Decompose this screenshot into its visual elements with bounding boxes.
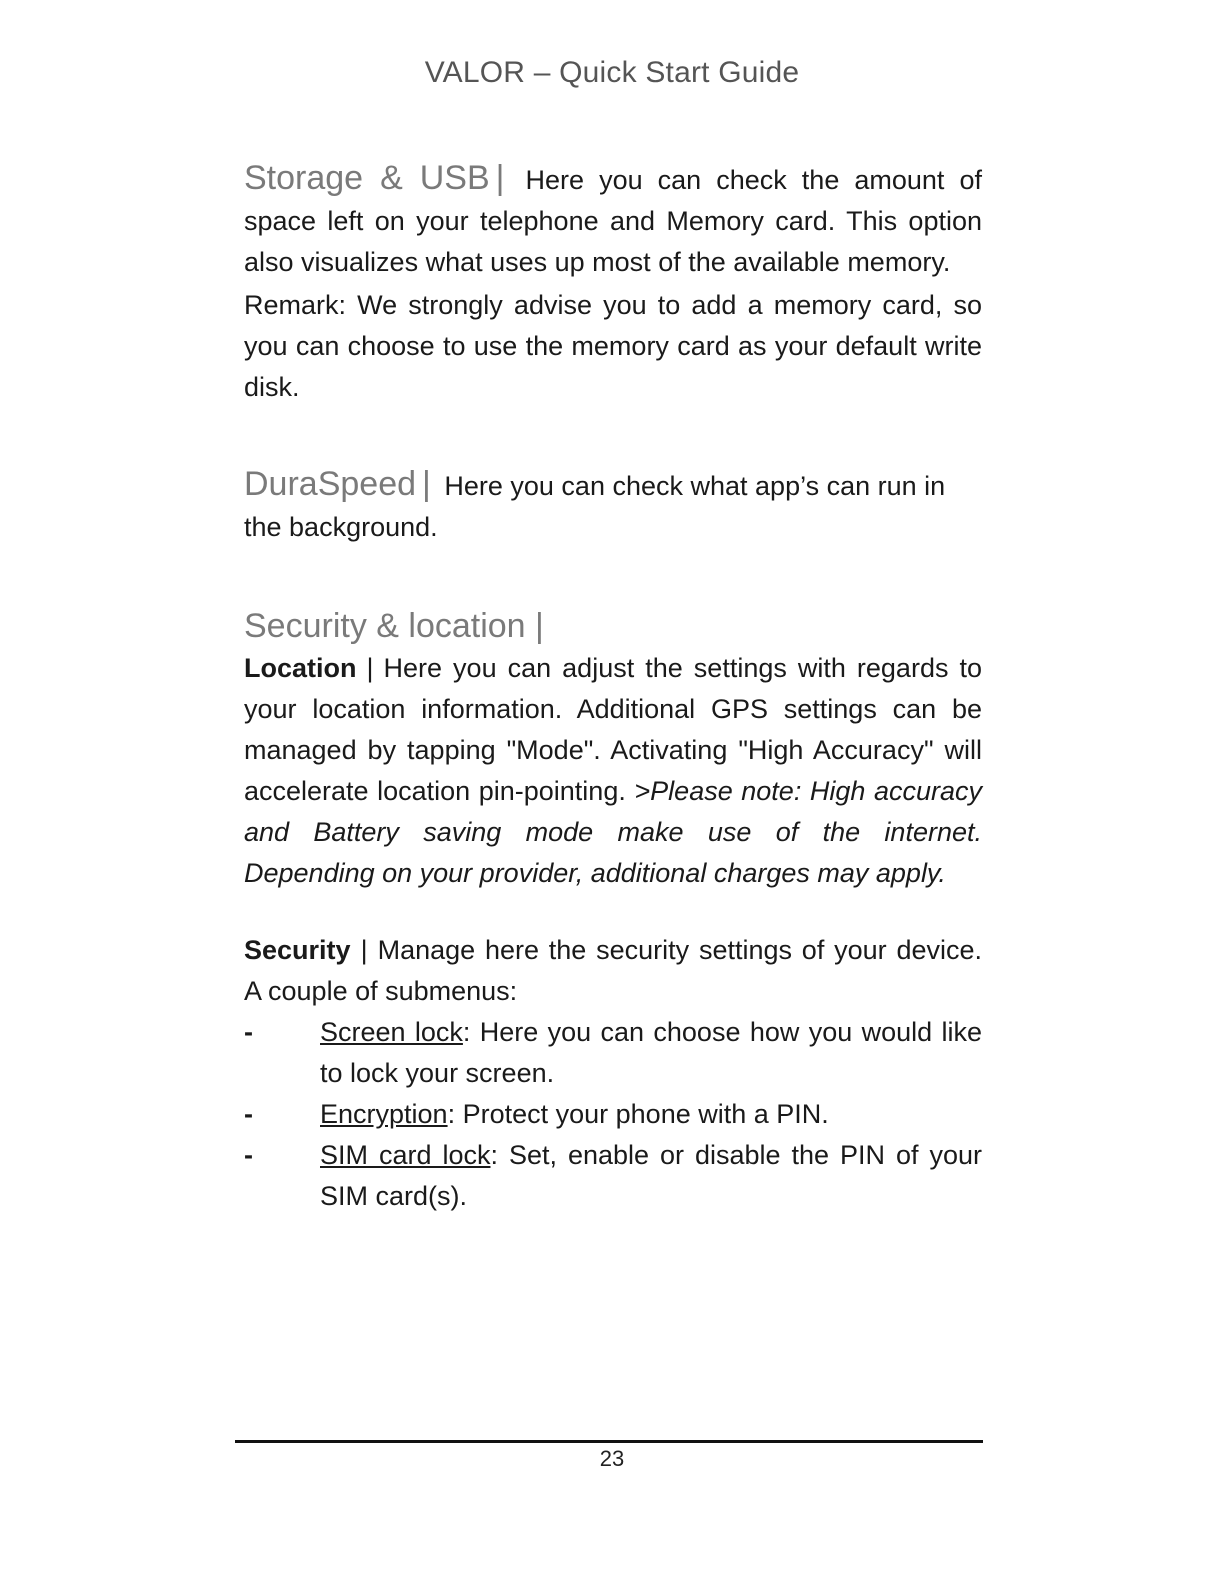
submenu-item-screen-lock xyxy=(244,1012,982,1094)
duraspeed-heading-separator: | xyxy=(422,465,431,503)
security-location-heading: Security & location | xyxy=(244,607,544,645)
security-label: Security xyxy=(244,935,351,965)
submenu-description: : Here you can choose how you would like to lock your screen. xyxy=(320,1017,982,1088)
page-header: VALOR – Quick Start Guide xyxy=(424,56,800,89)
submenu-name: SIM card lock xyxy=(320,1140,491,1170)
storage-heading-separator: | xyxy=(495,159,505,197)
duraspeed-body: Here you can check what app’s can run in the background. xyxy=(244,471,946,542)
submenu-name: Encryption xyxy=(320,1099,448,1129)
location-separator: | xyxy=(366,653,374,683)
list-bullet: - xyxy=(244,1140,253,1170)
duraspeed-paragraph xyxy=(244,464,982,548)
submenu-name: Screen lock xyxy=(320,1017,463,1047)
location-paragraph xyxy=(244,648,982,894)
security-separator: | xyxy=(360,935,368,965)
security-body: Manage here the security settings of your device. A couple of submenus: xyxy=(244,935,982,1006)
list-bullet: - xyxy=(244,1099,253,1129)
security-submenu-list xyxy=(244,1012,982,1217)
submenu-item-encryption xyxy=(244,1094,982,1135)
submenu-description: : Set, enable or disable the PIN of your SIM card(s). xyxy=(320,1140,982,1211)
submenu-description: : Protect your phone with a PIN. xyxy=(447,1099,829,1129)
location-body: Here you can adjust the settings with regards to your location information. Additional GPS settings can be managed by tapping "Mode". Activating "High Accuracy" will accelerate location pin-pointing. xyxy=(244,653,982,806)
storage-heading: Storage & USB xyxy=(244,159,490,197)
submenu-item-sim-card-lock xyxy=(244,1135,982,1217)
footer-divider xyxy=(235,1440,983,1443)
location-label: Location xyxy=(244,653,357,683)
storage-body: Here you can check the amount of space left on your telephone and Memory card. This option also visualizes what uses up most of the available memory. xyxy=(244,165,982,277)
location-note: >Please note: High accuracy and Battery saving mode make use of the internet. Depending on your provider, additional charges may apply. xyxy=(244,776,982,888)
page-content xyxy=(244,158,982,1217)
duraspeed-heading: DuraSpeed xyxy=(244,465,417,503)
page-number: 23 xyxy=(599,1446,625,1471)
storage-paragraph xyxy=(244,158,982,283)
list-bullet: - xyxy=(244,1017,253,1047)
storage-remark: Remark: We strongly advise you to add a memory card, so you can choose to use the memory card as your default write disk. xyxy=(244,290,982,402)
security-paragraph xyxy=(244,930,982,1012)
